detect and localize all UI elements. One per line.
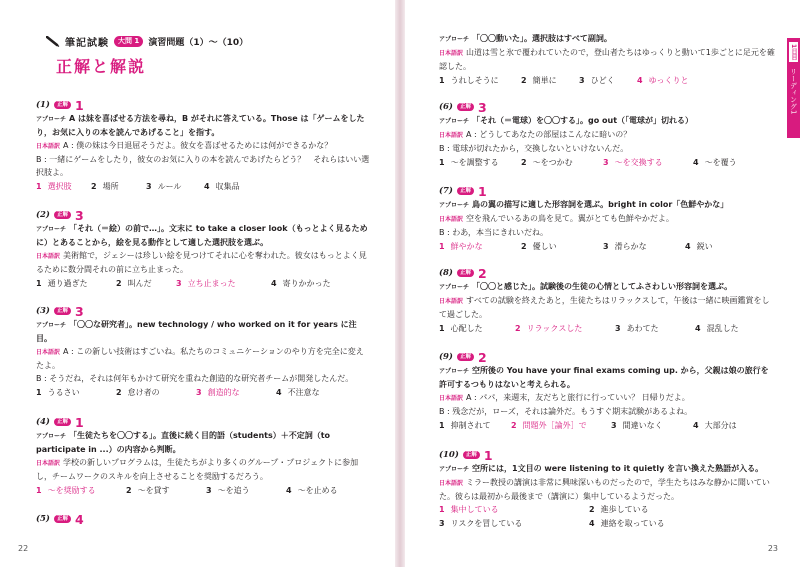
option-4 — [286, 484, 338, 497]
option-text: 簡単に — [532, 76, 557, 85]
question-4 — [36, 415, 370, 497]
option-number: 3 — [611, 421, 617, 430]
option-1 — [439, 322, 515, 335]
option-text: ～を止める — [297, 486, 338, 495]
answer-options — [36, 484, 370, 497]
side-tab-day: 1日目 — [790, 44, 797, 61]
question-5 — [36, 512, 370, 526]
option-number: 1 — [439, 421, 445, 430]
question-number: (6) — [439, 101, 453, 112]
option-number: 3 — [615, 324, 621, 333]
question-number: (3) — [36, 305, 50, 316]
option-4 — [204, 180, 240, 193]
answer-options — [439, 503, 775, 530]
translation-line: B : 電球が切れたから，交換しないといけないんだ。 — [439, 144, 629, 153]
option-1 — [36, 386, 116, 399]
header-badge: 大問 1 — [114, 36, 143, 47]
option-number: 4 — [271, 279, 277, 288]
side-tab — [787, 38, 800, 138]
option-text: あわてた — [626, 324, 659, 333]
option-text: ～を貸す — [137, 486, 170, 495]
option-number: 1 — [36, 182, 42, 191]
option-number: 4 — [693, 421, 699, 430]
option-number: 3 — [603, 158, 609, 167]
option-text: ルール — [157, 182, 182, 191]
option-text: 場所 — [102, 182, 119, 191]
translation-label: 日本語訳 — [439, 480, 464, 487]
translation-label: 日本語訳 — [439, 132, 464, 139]
translation-label: 日本語訳 — [36, 460, 61, 467]
approach-label: アプローチ — [36, 322, 67, 329]
approach-label: アプローチ — [439, 466, 470, 473]
translation-label: 日本語訳 — [439, 298, 464, 305]
answer-options — [439, 156, 775, 169]
section-header — [46, 34, 248, 49]
correct-answer: 1 — [74, 97, 84, 113]
question-number: (5) — [36, 513, 50, 524]
translation-label: 日本語訳 — [439, 395, 464, 402]
translation-line: A : 僕の妹は今日退屈そうだよ。彼女を喜ばせるためには何ができるかな？ — [63, 141, 333, 150]
option-3 — [603, 156, 693, 169]
approach-text: 「生徒たちを〇〇する」。直後に続く目的語（students）＋不定詞（to participate in ...）の内容から判断。 — [36, 431, 331, 454]
option-text: 立ち止まった — [187, 279, 236, 288]
option-4 — [693, 156, 737, 169]
translation-label: 日本語訳 — [36, 143, 61, 150]
option-text: 創造的な — [207, 388, 240, 397]
answer-badge: 正解 — [54, 307, 71, 315]
option-4 — [695, 322, 739, 335]
approach-label: アプローチ — [439, 368, 470, 375]
translation-line: ミラー教授の講演は非常に興味深いものだったので，学生たちはみな静かに聞いていた。彼らは最初から最後まで（講演に）集中しているようだった。 — [439, 478, 770, 501]
option-2 — [126, 484, 206, 497]
question-number: (4) — [36, 416, 50, 427]
approach-text: 「それ（＝電球）を〇〇する」。go out（「電球が」切れる） — [472, 116, 694, 125]
option-text: 通り過ぎた — [47, 279, 88, 288]
answer-options — [439, 419, 775, 432]
question-1 — [36, 98, 370, 193]
option-3 — [196, 386, 276, 399]
correct-answer: 1 — [74, 414, 84, 430]
option-text: 連絡を取っている — [600, 519, 665, 528]
option-3 — [146, 180, 204, 193]
side-tab-title: リーディング1 — [789, 68, 798, 115]
option-number: 2 — [521, 242, 527, 251]
option-4 — [637, 74, 689, 87]
option-text: 間違いなく — [622, 421, 663, 430]
option-1 — [36, 277, 116, 290]
option-3 — [615, 322, 695, 335]
option-4 — [685, 240, 713, 253]
option-text: 集中している — [450, 505, 499, 514]
answer-options — [36, 277, 370, 290]
header-title: 筆記試験 — [65, 38, 109, 49]
question-7 — [439, 184, 775, 253]
answer-badge: 正解 — [457, 269, 474, 277]
book-gutter — [395, 0, 405, 567]
option-4 — [693, 419, 737, 432]
correct-answer: 1 — [483, 447, 493, 463]
option-1 — [439, 419, 511, 432]
answer-badge: 正解 — [54, 515, 71, 523]
correct-answer: 4 — [74, 511, 84, 527]
pencil-icon — [46, 36, 60, 47]
option-3 — [603, 240, 685, 253]
question-number: (1) — [36, 99, 50, 110]
option-text: うれしそうに — [450, 76, 499, 85]
answer-badge: 正解 — [54, 101, 71, 109]
approach-text: 「〇〇な研究者」。new technology / who worked on it for years に注目。 — [36, 320, 357, 343]
correct-answer: 2 — [477, 349, 487, 365]
option-4 — [276, 386, 320, 399]
option-number: 1 — [439, 76, 445, 85]
option-text: 大部分は — [704, 421, 737, 430]
right-page — [405, 0, 800, 567]
answer-badge: 正解 — [54, 418, 71, 426]
correct-answer: 1 — [477, 183, 487, 199]
translation-line: A : どうしてあなたの部屋はこんなに暗いの？ — [466, 130, 632, 139]
option-2 — [511, 419, 611, 432]
approach-text: A は妹を喜ばせる方法を尋ね，B がそれに答えている。Those は「ゲームをしたり，お気に入りの本を読んであげること」を指す。 — [36, 114, 365, 137]
translation-label: 日本語訳 — [36, 253, 61, 260]
option-2 — [515, 322, 615, 335]
answer-badge: 正解 — [457, 353, 474, 361]
translation-line: B : 一緒にゲームをしたり，彼女のお気に入りの本を読んであげたらどう？ それらはいい選択肢よ。 — [36, 155, 370, 177]
option-number: 4 — [693, 158, 699, 167]
option-text: 優しい — [532, 242, 557, 251]
answer-options — [439, 74, 775, 87]
answer-badge: 正解 — [463, 451, 480, 459]
option-number: 2 — [126, 486, 132, 495]
option-1 — [36, 484, 126, 497]
option-4 — [271, 277, 331, 290]
option-number: 1 — [439, 158, 445, 167]
page-number: 23 — [767, 544, 778, 553]
option-text: ～をつかむ — [532, 158, 573, 167]
option-text: 鋭い — [696, 242, 713, 251]
option-number: 3 — [579, 76, 585, 85]
option-text: 収集品 — [215, 182, 240, 191]
question-6 — [439, 100, 775, 169]
approach-label: アプローチ — [439, 202, 470, 209]
approach-text: 「〇〇動いた」。選択肢はすべて副詞。 — [472, 34, 612, 43]
option-1 — [439, 156, 521, 169]
option-2 — [521, 74, 579, 87]
option-number: 4 — [637, 76, 643, 85]
option-1 — [439, 74, 521, 87]
option-3 — [611, 419, 693, 432]
option-number: 4 — [695, 324, 701, 333]
option-text: 進歩している — [600, 505, 649, 514]
answer-badge: 正解 — [54, 211, 71, 219]
translation-label: 日本語訳 — [439, 50, 464, 57]
option-text: 鮮やかな — [450, 242, 483, 251]
option-text: リスクを冒している — [450, 519, 523, 528]
translation-line: 空を飛んでいるあの鳥を見て。翼がとても色鮮やかだよ。 — [466, 214, 674, 223]
option-number: 4 — [204, 182, 210, 191]
option-number: 2 — [511, 421, 517, 430]
option-text: 問題外［論外］で — [522, 421, 587, 430]
correct-answer: 3 — [74, 207, 84, 223]
option-number: 1 — [439, 242, 445, 251]
approach-text: 「それ（＝絵）の前で…」。文末に to take a closer look（もっとよく見るために）とあることから，絵を見る動作として適した選択肢を選ぶ。 — [36, 224, 368, 247]
option-number: 4 — [276, 388, 282, 397]
option-number: 3 — [206, 486, 212, 495]
option-text: ～を奨励する — [47, 486, 96, 495]
option-number: 2 — [116, 279, 122, 288]
option-text: 心配した — [450, 324, 483, 333]
header-subtitle: 演習問題（1）～（10） — [148, 38, 249, 48]
translation-line: A : パパ，来週末，友だちと旅行に行っていい？ 日帰りだよ。 — [466, 393, 690, 402]
approach-text: 空所には，1文目の were listening to it quietly を言い換えた熟語が入る。 — [472, 464, 764, 473]
question-8 — [439, 266, 775, 335]
answer-options — [36, 180, 370, 193]
approach-label: アプローチ — [36, 226, 67, 233]
option-number: 1 — [36, 279, 42, 288]
option-2 — [91, 180, 146, 193]
approach-label: アプローチ — [36, 433, 67, 440]
question-number: (9) — [439, 351, 453, 362]
question-number: (10) — [439, 449, 459, 460]
option-text: ～を調整する — [450, 158, 499, 167]
answer-options — [439, 322, 775, 335]
approach-text: 空所後の You have your final exams coming up. から，父親は娘の旅行を許可するつもりはないと考えられる。 — [439, 366, 769, 389]
option-number: 4 — [685, 242, 691, 251]
approach-label: アプローチ — [439, 118, 470, 125]
option-1 — [36, 180, 91, 193]
option-text: 抑制されて — [450, 421, 491, 430]
approach-text: 鳥の翼の描写に適した形容詞を選ぶ。bright in color「色鮮やかな」 — [472, 200, 729, 209]
option-1 — [439, 503, 589, 516]
question-10 — [439, 448, 775, 530]
question-2 — [36, 208, 370, 290]
option-3 — [439, 517, 589, 530]
answer-badge: 正解 — [457, 103, 474, 111]
option-number: 2 — [515, 324, 521, 333]
option-4 — [589, 517, 739, 530]
option-number: 2 — [91, 182, 97, 191]
option-number: 3 — [439, 519, 445, 528]
option-2 — [521, 156, 603, 169]
option-2 — [116, 277, 176, 290]
option-number: 3 — [146, 182, 152, 191]
correct-answer: 3 — [477, 99, 487, 115]
option-text: ～を追う — [217, 486, 250, 495]
question-number: (7) — [439, 185, 453, 196]
option-text: 叫んだ — [127, 279, 152, 288]
option-number: 2 — [521, 76, 527, 85]
correct-answer: 2 — [477, 265, 487, 281]
option-number: 3 — [176, 279, 182, 288]
option-number: 3 — [603, 242, 609, 251]
translation-line: A : この新しい技術はすごいね。私たちのコミュニケーションのやり方を完全に変えたよ。 — [36, 347, 364, 370]
question-9 — [439, 350, 775, 432]
option-number: 1 — [36, 388, 42, 397]
approach-label: アプローチ — [36, 116, 67, 123]
option-2 — [521, 240, 603, 253]
option-text: ～を覆う — [704, 158, 737, 167]
option-text: ～を交換する — [614, 158, 663, 167]
question-5-continued — [439, 32, 775, 87]
approach-text: 「〇〇と感じた」。試験後の生徒の心情としてふさわしい形容詞を選ぶ。 — [472, 282, 733, 291]
option-3 — [176, 277, 271, 290]
translation-label: 日本語訳 — [439, 216, 464, 223]
option-text: 滑らかな — [614, 242, 647, 251]
option-number: 2 — [589, 505, 595, 514]
option-2 — [589, 503, 739, 516]
translation-label: 日本語訳 — [36, 349, 61, 356]
option-text: ゆっくりと — [648, 76, 689, 85]
option-number: 1 — [439, 505, 445, 514]
question-number: (8) — [439, 267, 453, 278]
option-3 — [206, 484, 286, 497]
option-number: 3 — [196, 388, 202, 397]
approach-label: アプローチ — [439, 36, 470, 43]
option-text: 怠け者の — [127, 388, 160, 397]
option-text: 選択肢 — [47, 182, 72, 191]
translation-line: 美術館で，ジェシーは珍しい絵を見つけてそれに心を奪われた。彼女はもっとよく見るために数分間それの前に立ち止まった。 — [36, 251, 367, 274]
option-text: リラックスした — [526, 324, 583, 333]
question-number: (2) — [36, 209, 50, 220]
page-heading: 正解と解説 — [56, 57, 147, 76]
answer-options — [36, 386, 370, 399]
approach-label: アプローチ — [439, 284, 470, 291]
page-number: 22 — [18, 544, 29, 553]
option-text: ひどく — [590, 76, 615, 85]
translation-line: B : わあ，本当にきれいだね。 — [439, 228, 548, 237]
option-number: 4 — [589, 519, 595, 528]
correct-answer: 3 — [74, 303, 84, 319]
option-number: 2 — [116, 388, 122, 397]
option-3 — [579, 74, 637, 87]
option-number: 1 — [439, 324, 445, 333]
translation-line: B : 残念だが，ローズ，それは論外だ。もうすぐ期末試験があるよね。 — [439, 407, 693, 416]
answer-badge: 正解 — [457, 187, 474, 195]
option-number: 2 — [521, 158, 527, 167]
option-number: 4 — [286, 486, 292, 495]
option-1 — [439, 240, 521, 253]
option-text: 混乱した — [706, 324, 739, 333]
left-page — [0, 0, 395, 567]
option-2 — [116, 386, 196, 399]
translation-line: 学校の新しいプログラムは，生徒たちがより多くのグループ・プロジェクトに参加し，チームワークのスキルを向上させることを奨励するだろう。 — [36, 458, 359, 481]
option-text: うるさい — [47, 388, 80, 397]
question-3 — [36, 304, 370, 399]
translation-line: B : そうだね，それは何年もかけて研究を重ねた創造的な研究者チームが開発したんだ。 — [36, 374, 354, 383]
option-text: 寄りかかった — [282, 279, 331, 288]
translation-line: 山道は雪と氷で覆われていたので，登山者たちはゆっくりと動いて1歩ごとに足元を確認した。 — [439, 48, 775, 71]
answer-options — [439, 240, 775, 253]
translation-line: すべての試験を終えたあと，生徒たちはリラックスして，午後は一緒に映画鑑賞をして過ごした。 — [439, 296, 770, 319]
option-text: 不注意な — [287, 388, 320, 397]
option-number: 1 — [36, 486, 42, 495]
